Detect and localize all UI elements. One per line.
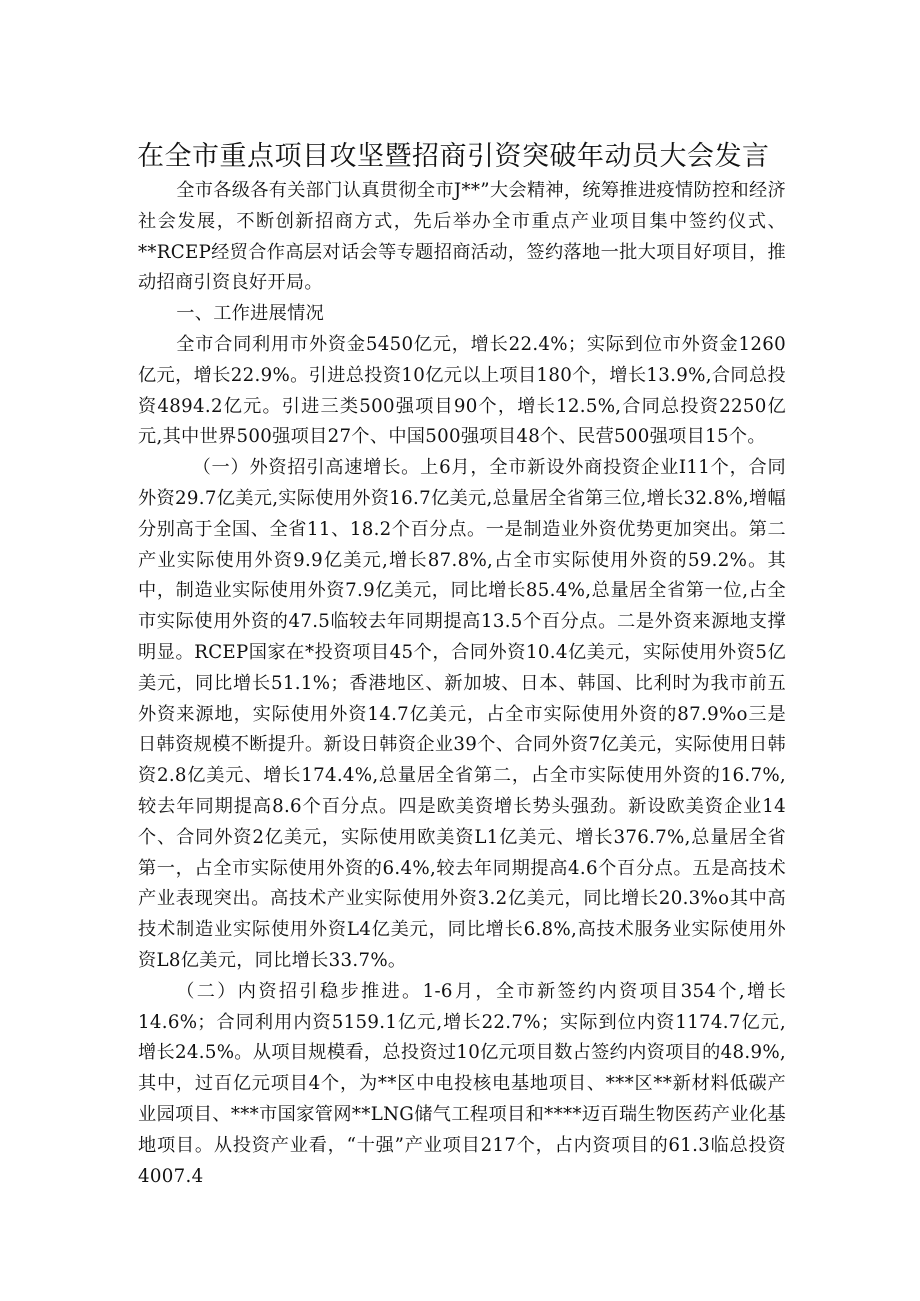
intro-paragraph: 全市各级各有关部门认真贯彻全市J**”大会精神，统筹推进疫情防控和经济社会发展，不断创新招商方式，先后举办全市重点产业项目集中签约仪式、**RCEP经贸合作高层对话会等专题招商活动，签约落地一批大项目好项目，推动招商引资良好开局。	[138, 180, 786, 294]
document-body	[138, 176, 786, 1192]
section-heading: 一、工作进展情况	[176, 303, 325, 325]
domestic-investment-paragraph: （二）内资招引稳步推进。1-6月，全市新签约内资项目354个,增长14.6%；合同利用内资5159.1亿元,增长22.7%；实际到位内资1174.7亿元,增长24.5%。从项目规模看，总投资过10亿元项目数占签约内资项目的48.9%,其中，过百亿元项目4个，为**区中电投核电基地项目、***区**新材料低碳产业园项目、***市国家管网**LNG储气工程项目和****迈百瑞生物医药产业化基地项目。从投资产业看，“十强”产业项目217个，占内资项目的61.3临总投资4007.4	[138, 980, 786, 1187]
foreign-investment-paragraph: （一）外资招引高速增长。上6月，全市新设外商投资企业I11个，合同外资29.7亿美元,实际使用外资16.7亿美元,总量居全省第三位,增长32.8%,增幅分别高于全国、全省11、18.2个百分点。一是制造业外资优势更加突出。第二产业实际使用外资9.9亿美元,增长87.8%,占全市实际使用外资的59.2%。其中，制造业实际使用外资7.9亿美元，同比增长85.4%,总量居全省第一位,占全市实际使用外资的47.5临较去年同期提高13.5个百分点。二是外资来源地支撑明显。RCEP国家在*投资项目45个，合同外资10.4亿美元，实际使用外资5亿美元，同比增长51.1%；香港地区、新加坡、日本、韩国、比利时为我市前五外资来源地，实际使用外资14.7亿美元，占全市实际使用外资的87.9%o三是日韩资规模不断提升。新设日韩资企业39个、合同外资7亿美元，实际使用日韩资2.8亿美元、增长174.4%,总量居全省第二，占全市实际使用外资的16.7%,较去年同期提高8.6个百分点。四是欧美资增长势头强劲。新设欧美资企业14个、合同外资2亿美元，实际使用欧美资L1亿美元、增长376.7%,总量居全省第一，占全市实际使用外资的6.4%,较去年同期提高4.6个百分点。五是高技术产业表现突出。高技术产业实际使用外资3.2亿美元，同比增长20.3%o其中高技术制造业实际使用外资L4亿美元，同比增长6.8%,高技术服务业实际使用外资L8亿美元，同比增长33.7%。	[138, 457, 786, 971]
document-title: 在全市重点项目攻坚暨招商引资突破年动员大会发言	[137, 141, 770, 172]
overview-paragraph: 全市合同利用市外资金5450亿元，增长22.4%；实际到位市外资金1260亿元，增长22.9%。引进总投资10亿元以上项目180个，增长13.9%,合同总投资4894.2亿元。引进三类500强项目90个，增长12.5%,合同总投资2250亿元,其中世界500强项目27个、中国500强项目48个、民营500强项目15个。	[138, 333, 786, 448]
